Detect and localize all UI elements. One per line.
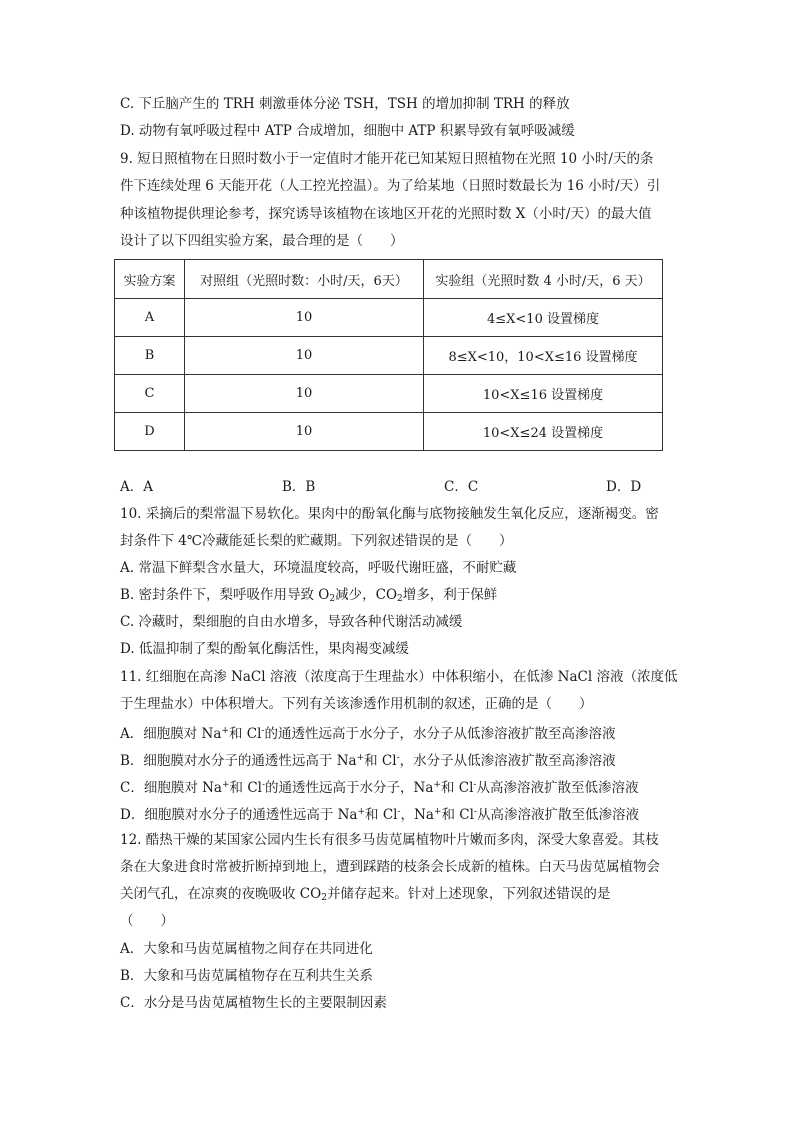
q12-stem-line-2: 条在大象进食时常被折断掉到地上，遭到踩踏的枝条会长成新的植株。白天马齿苋属植物会	[120, 859, 660, 875]
q8-option-c: C. 下丘脑产生的 TRH 刺激垂体分泌 TSH，TSH 的增加抑制 TRH 的释放	[120, 96, 570, 112]
q10-stem-line-2: 封条件下 4℃冷藏能延长梨的贮藏期。下列叙述错误的是（ ）	[120, 533, 513, 549]
q11-stem-line-1: 11. 红细胞在高渗 NaCl 溶液（浓度高于生理盐水）中体积缩小，在低渗 NaCl 溶液（浓度低	[120, 669, 678, 685]
q10-stem-line-1: 10. 采摘后的梨常温下易软化。果肉中的酚氧化酶与底物接触发生氧化反应，逐渐褐变。密	[120, 506, 659, 522]
table-header-cell: 实验组（光照时数 4 小时/天，6 天）	[424, 260, 663, 299]
q9-stem-line-3: 种该植物提供理论参考，探究诱导该植物在该地区开花的光照时数 X（小时/天）的最大值	[120, 206, 652, 222]
q8-option-d: D. 动物有氧呼吸过程中 ATP 合成增加，细胞中 ATP 积累导致有氧呼吸减缓	[120, 123, 575, 139]
table-cell: 10	[185, 413, 424, 451]
table-cell: C	[115, 375, 185, 413]
table-cell: 10<X≤24 设置梯度	[424, 413, 663, 451]
q10-option-c: C. 冷藏时，梨细胞的自由水增多，导致各种代谢活动减缓	[120, 614, 463, 630]
q11-option-c: C．细胞膜对 Na+和 Cl-的通透性远高于水分子，Na+和 Cl-从高渗溶液扩散至低渗溶液	[120, 780, 639, 796]
table-cell: A	[115, 299, 185, 337]
q9-choice-a: A．A	[120, 479, 153, 495]
q12-option-a: A．大象和马齿苋属植物之间存在共同进化	[120, 941, 373, 957]
q12-stem-line-1: 12. 酷热干燥的某国家公园内生长有很多马齿苋属植物叶片嫩而多肉，深受大象喜爱。其枝	[120, 832, 659, 848]
q9-stem-line-4: 设计了以下四组实验方案，最合理的是（ ）	[120, 233, 404, 249]
q11-option-b: B．细胞膜对水分子的通透性远高于 Na+和 Cl-，水分子从低渗溶液扩散至高渗溶液	[120, 753, 616, 769]
table-row	[115, 413, 663, 451]
q11-option-a: A．细胞膜对 Na+和 Cl-的通透性远高于水分子，水分子从低渗溶液扩散至高渗溶液	[120, 726, 616, 742]
q10-option-a: A. 常温下鲜梨含水量大，环境温度较高，呼吸代谢旺盛，不耐贮藏	[120, 560, 517, 576]
table-header-cell: 对照组（光照时数：小时/天，6天）	[185, 260, 424, 299]
q9-choice-c: C．C	[444, 479, 479, 495]
q12-stem-line-4: （ ）	[120, 913, 174, 929]
table-row	[115, 337, 663, 375]
table-row	[115, 375, 663, 413]
q9-choice-b: B．B	[282, 479, 316, 495]
table-cell: B	[115, 337, 185, 375]
table-cell: 10	[185, 375, 424, 413]
table-cell: 10	[185, 337, 424, 375]
table-cell: D	[115, 413, 185, 451]
q10-option-b: B. 密封条件下，梨呼吸作用导致 $O_2$减少，$CO_2$增多，利于保鲜	[120, 587, 498, 604]
q9-stem-line-1: 9. 短日照植物在日照时数小于一定值时才能开花已知某短日照植物在光照 10 小时/天的条	[120, 151, 654, 167]
table-header-row	[115, 260, 663, 299]
q11-option-d: D．细胞膜对水分子的通透性远高于 Na+和 Cl-，Na+和 Cl-从高渗溶液扩散至低渗溶液	[120, 807, 639, 823]
table-cell: 10<X≤16 设置梯度	[424, 375, 663, 413]
table-cell: 8≤X<10，10<X≤16 设置梯度	[424, 337, 663, 375]
table-cell: 10	[185, 299, 424, 337]
q11-stem-line-2: 于生理盐水）中体积增大。下列有关该渗透作用机制的叙述，正确的是（ ）	[120, 696, 593, 712]
q9-choice-d: D．D	[606, 479, 642, 495]
q12-option-c: C．水分是马齿苋属植物生长的主要限制因素	[120, 995, 387, 1011]
q12-stem-line-3: 关闭气孔，在凉爽的夜晚吸收 $CO_2$并储存起来。针对上述现象，下列叙述错误的是	[120, 886, 611, 903]
table-cell: 4≤X<10 设置梯度	[424, 299, 663, 337]
table-header-cell: 实验方案	[115, 260, 185, 299]
experiment-table	[114, 259, 663, 451]
q9-stem-line-2: 件下连续处理 6 天能开花（人工控光控温）。为了给某地（日照时数最长为 16 小时/天）引	[120, 178, 661, 194]
q10-option-d: D. 低温抑制了梨的酚氧化酶活性，果肉褐变减缓	[120, 641, 409, 657]
q12-option-b: B．大象和马齿苋属植物存在互利共生关系	[120, 968, 373, 984]
table-row	[115, 299, 663, 337]
